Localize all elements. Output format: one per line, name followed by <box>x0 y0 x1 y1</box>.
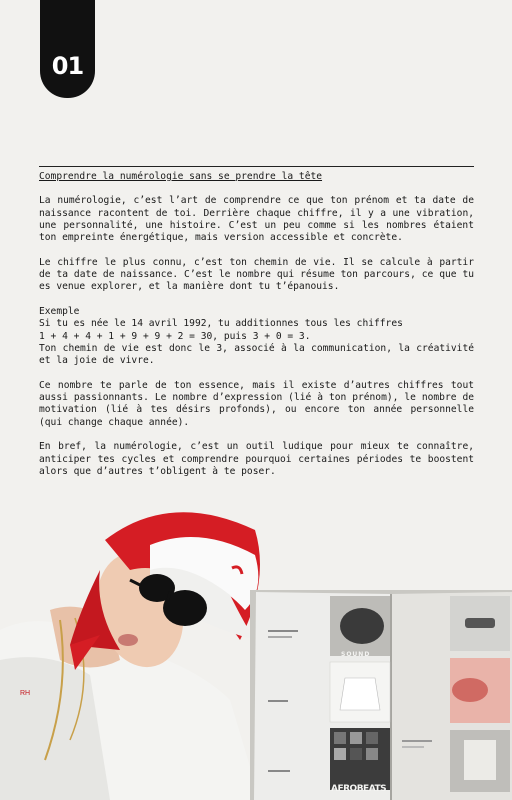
example-line-2: 1 + 4 + 4 + 1 + 9 + 9 + 2 = 30, puis 3 + 0 = 3. <box>39 330 311 342</box>
article-heading: Comprendre la numérologie sans se prendre la tête <box>39 171 323 182</box>
paragraph-other-numbers: Ce nombre te parle de ton essence, mais il existe d’autres chiffres tout aussi passionnants. Le nombre d’expression (lié à ton prénom), le nombre de motivation (lié à tes désirs profonds), ou encore ton année personnelle (qui change chaque année). <box>39 379 474 428</box>
example-block <box>39 306 474 367</box>
article-body <box>39 171 474 490</box>
example-line-1: Si tu es née le 14 avril 1992, tu additionnes tous les chiffres <box>39 318 403 330</box>
section-number-tab <box>40 0 95 98</box>
paragraph-life-path: Le chiffre le plus connu, c’est ton chemin de vie. Il se calcule à partir de ta date de naissance. C’est le nombre qui résume ton parcours, ce que tu es venue explorer, et la manière dont tu t’épanouis. <box>39 256 474 293</box>
paragraph-conclusion: En bref, la numérologie, c’est un outil ludique pour mieux te connaître, anticiper tes cycles et comprendre pourquoi certaines périodes te boostent alors que d’autres t’obligent à te poser. <box>39 441 474 477</box>
woman-with-red-scarf-photo <box>0 500 270 800</box>
svg-text:RH: RH <box>20 690 31 697</box>
paragraph-intro: La numérologie, c’est l’art de comprendre ce que ton prénom et ta date de naissance racontent de toi. Derrière chaque chiffre, il y a une vibration, une personnalité, une histoire. C’est un peu comme si les nombres étaient ton empreinte énergétique, mais version accessible et concrète. <box>39 195 474 244</box>
example-title: Exemple <box>39 305 80 317</box>
heading-rule <box>39 166 474 167</box>
magazine-caption-bottom: AFROBEATS <box>331 784 387 794</box>
magazine-spread-photo <box>250 590 512 800</box>
example-line-3: Ton chemin de vie est donc le 3, associé à la communication, la créativité et la joie de vivre. <box>39 342 474 367</box>
magazine-caption-top: SOUND <box>341 651 371 658</box>
section-number: 01 <box>51 52 84 80</box>
